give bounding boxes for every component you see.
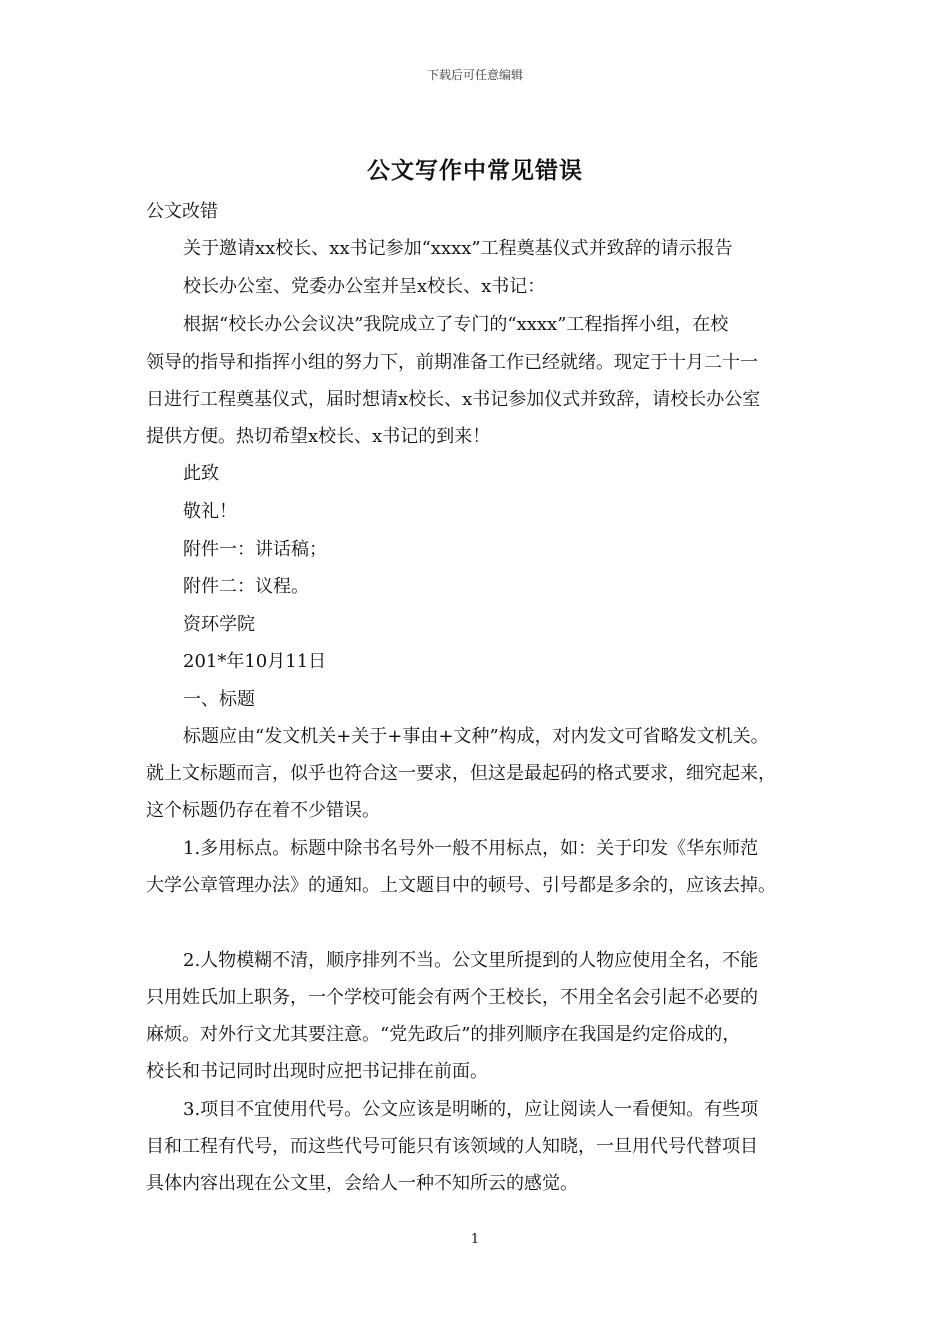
body-paragraph-line: 大学公章管理办法》的通知。上文题目中的顿号、引号都是多余的，应该去掉。 [146,875,776,896]
salutation-line: 敬礼！ [183,501,237,522]
body-paragraph-line: 日进行工程奠基仪式，届时想请x校长、x书记参加仪式并致辞，请校长办公室 [146,389,761,410]
body-paragraph-line: 1.多用标点。标题中除书名号外一般不用标点，如：关于印发《华东师范 [183,838,759,859]
body-paragraph-line: 这个标题仍存在着不少错误。 [146,800,380,821]
body-paragraph-line: 校长和书记同时出现时应把书记排在前面。 [146,1061,488,1082]
body-paragraph-line: 就上文标题而言，似乎也符合这一要求，但这是最起码的格式要求，细究起来， [146,763,776,784]
body-paragraph-line: 3.项目不宜使用代号。公文应该是明晰的，应让阅读人一看便知。有些项 [183,1099,759,1120]
signature-line: 资环学院 [183,614,255,635]
body-paragraph-line: 根据“校长办公会议决”我院成立了专门的“xxxx”工程指挥小组，在校 [183,314,729,335]
section-label: 公文改错 [146,201,218,222]
attachment-line: 附件一：讲话稿； [183,539,327,560]
body-paragraph-line: 领导的指导和指挥小组的努力下，前期准备工作已经就绪。现定于十月二十一 [146,352,758,373]
body-paragraph-line: 标题应由“发文机关+关于+事由+文种”构成，对内发文可省略发文机关。 [183,726,769,747]
body-paragraph-line: 只用姓氏加上职务，一个学校可能会有两个王校长，不用全名会引起不必要的 [146,987,758,1008]
page-header-note: 下载后可任意编辑 [426,68,523,82]
body-paragraph-line: 具体内容出现在公文里，会给人一种不知所云的感觉。 [146,1173,578,1194]
date-line: 201*年10月11日 [183,651,327,672]
sample-title: 关于邀请xx校长、xx书记参加“xxxx”工程奠基仪式并致辞的请示报告 [183,238,733,259]
body-paragraph-line: 麻烦。对外行文尤其要注意。“党先政后”的排列顺序在我国是约定俗成的， [146,1024,741,1045]
body-paragraph-line: 2.人物模糊不清，顺序排列不当。公文里所提到的人物应使用全名，不能 [183,950,759,971]
body-paragraph-line: 提供方便。热切希望x校长、x书记的到来！ [146,426,491,447]
section-heading: 一、标题 [183,689,255,710]
document-title: 公文写作中常见错误 [367,158,583,184]
body-paragraph-line: 目和工程有代号，而这些代号可能只有该领域的人知晓，一旦用代号代替项目 [146,1136,758,1157]
attachment-line: 附件二：议程。 [183,576,309,597]
recipient-line: 校长办公室、党委办公室并呈x校长、x书记： [183,276,546,297]
page-number: 1 [470,1232,480,1247]
closing-line: 此致 [183,463,219,484]
